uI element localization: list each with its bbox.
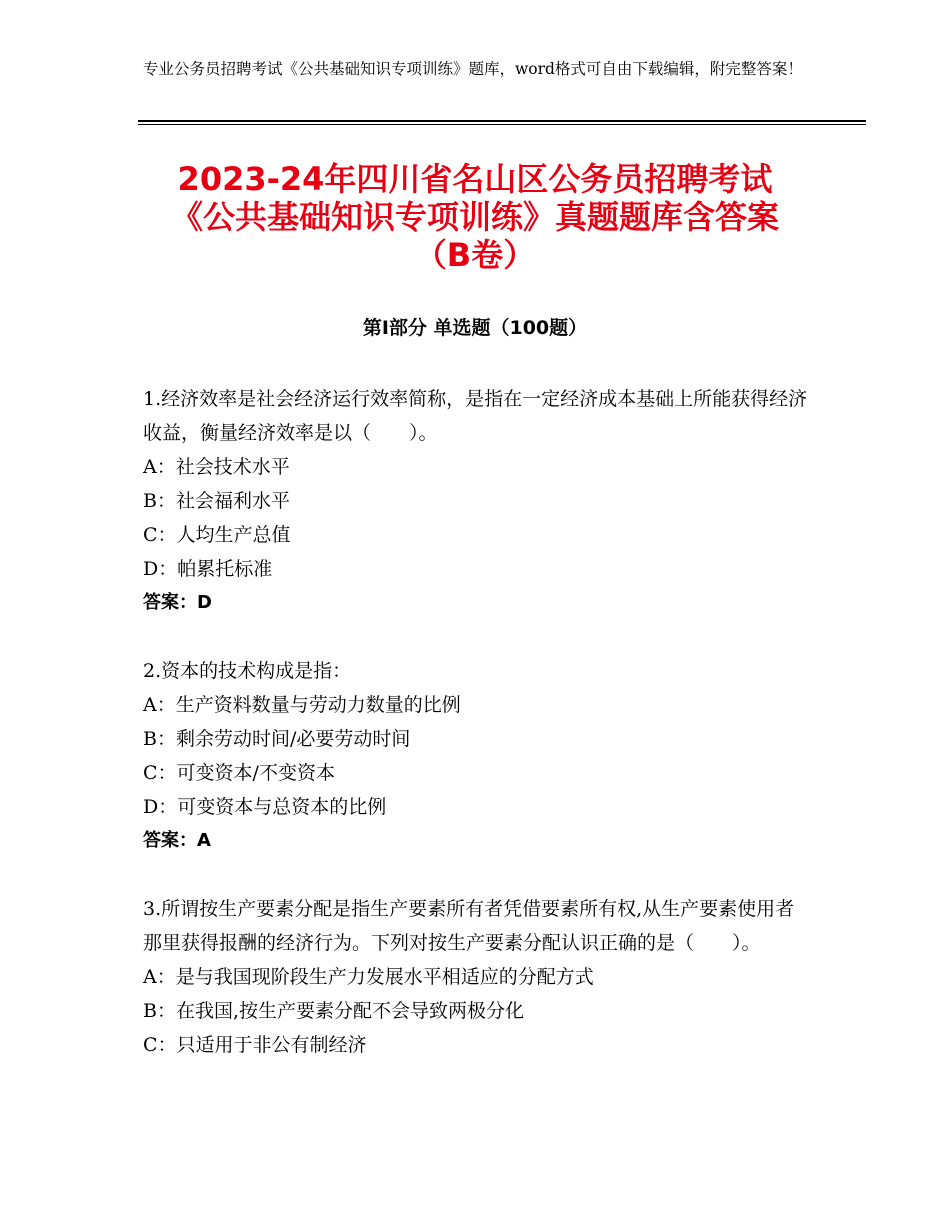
document-title xyxy=(110,160,840,274)
option-b: B：社会福利水平 xyxy=(143,490,290,512)
option-a: A：社会技术水平 xyxy=(143,456,290,478)
title-line-2: 《公共基础知识专项训练》真题题库含答案 xyxy=(170,198,779,236)
option-a: A：是与我国现阶段生产力发展水平相适应的分配方式 xyxy=(143,966,594,988)
option-c: C：只适用于非公有制经济 xyxy=(143,1034,367,1056)
option-b: B：在我国,按生产要素分配不会导致两极分化 xyxy=(143,1000,525,1022)
option-b: B：剩余劳动时间/必要劳动时间 xyxy=(143,728,411,750)
question-stem: 1.经济效率是社会经济运行效率简称，是指在一定经济成本基础上所能获得经济收益，衡量经济效率是以（ ）。 xyxy=(143,388,808,444)
question-stem: 2.资本的技术构成是指： xyxy=(143,660,352,682)
header-note: 专业公务员招聘考试《公共基础知识专项训练》题库，word格式可自由下载编辑，附完整答案！ xyxy=(143,60,803,78)
answer-label: 答案：A xyxy=(143,830,211,851)
section-heading: 第Ⅰ部分 单选题（100题） xyxy=(362,317,588,339)
option-d: D：帕累托标准 xyxy=(143,558,273,580)
question-stem: 3.所谓按生产要素分配是指生产要素所有者凭借要素所有权,从生产要素使用者那里获得报酬的经济行为。下列对按生产要素分配认识正确的是（ ）。 xyxy=(143,898,795,954)
option-c: C：可变资本/不变资本 xyxy=(143,762,335,784)
question-list xyxy=(143,382,808,1096)
title-line-3: （B卷） xyxy=(414,236,536,274)
option-d: D：可变资本与总资本的比例 xyxy=(143,796,387,818)
question-3 xyxy=(143,892,808,1062)
option-c: C：人均生产总值 xyxy=(143,524,291,546)
answer-label: 答案：D xyxy=(143,592,212,613)
question-2 xyxy=(143,654,808,858)
header-divider-thin xyxy=(138,124,866,125)
question-1 xyxy=(143,382,808,620)
option-a: A：生产资料数量与劳动力数量的比例 xyxy=(143,694,461,716)
title-line-1: 2023-24年四川省名山区公务员招聘考试 xyxy=(177,160,773,198)
header-divider xyxy=(138,120,866,122)
